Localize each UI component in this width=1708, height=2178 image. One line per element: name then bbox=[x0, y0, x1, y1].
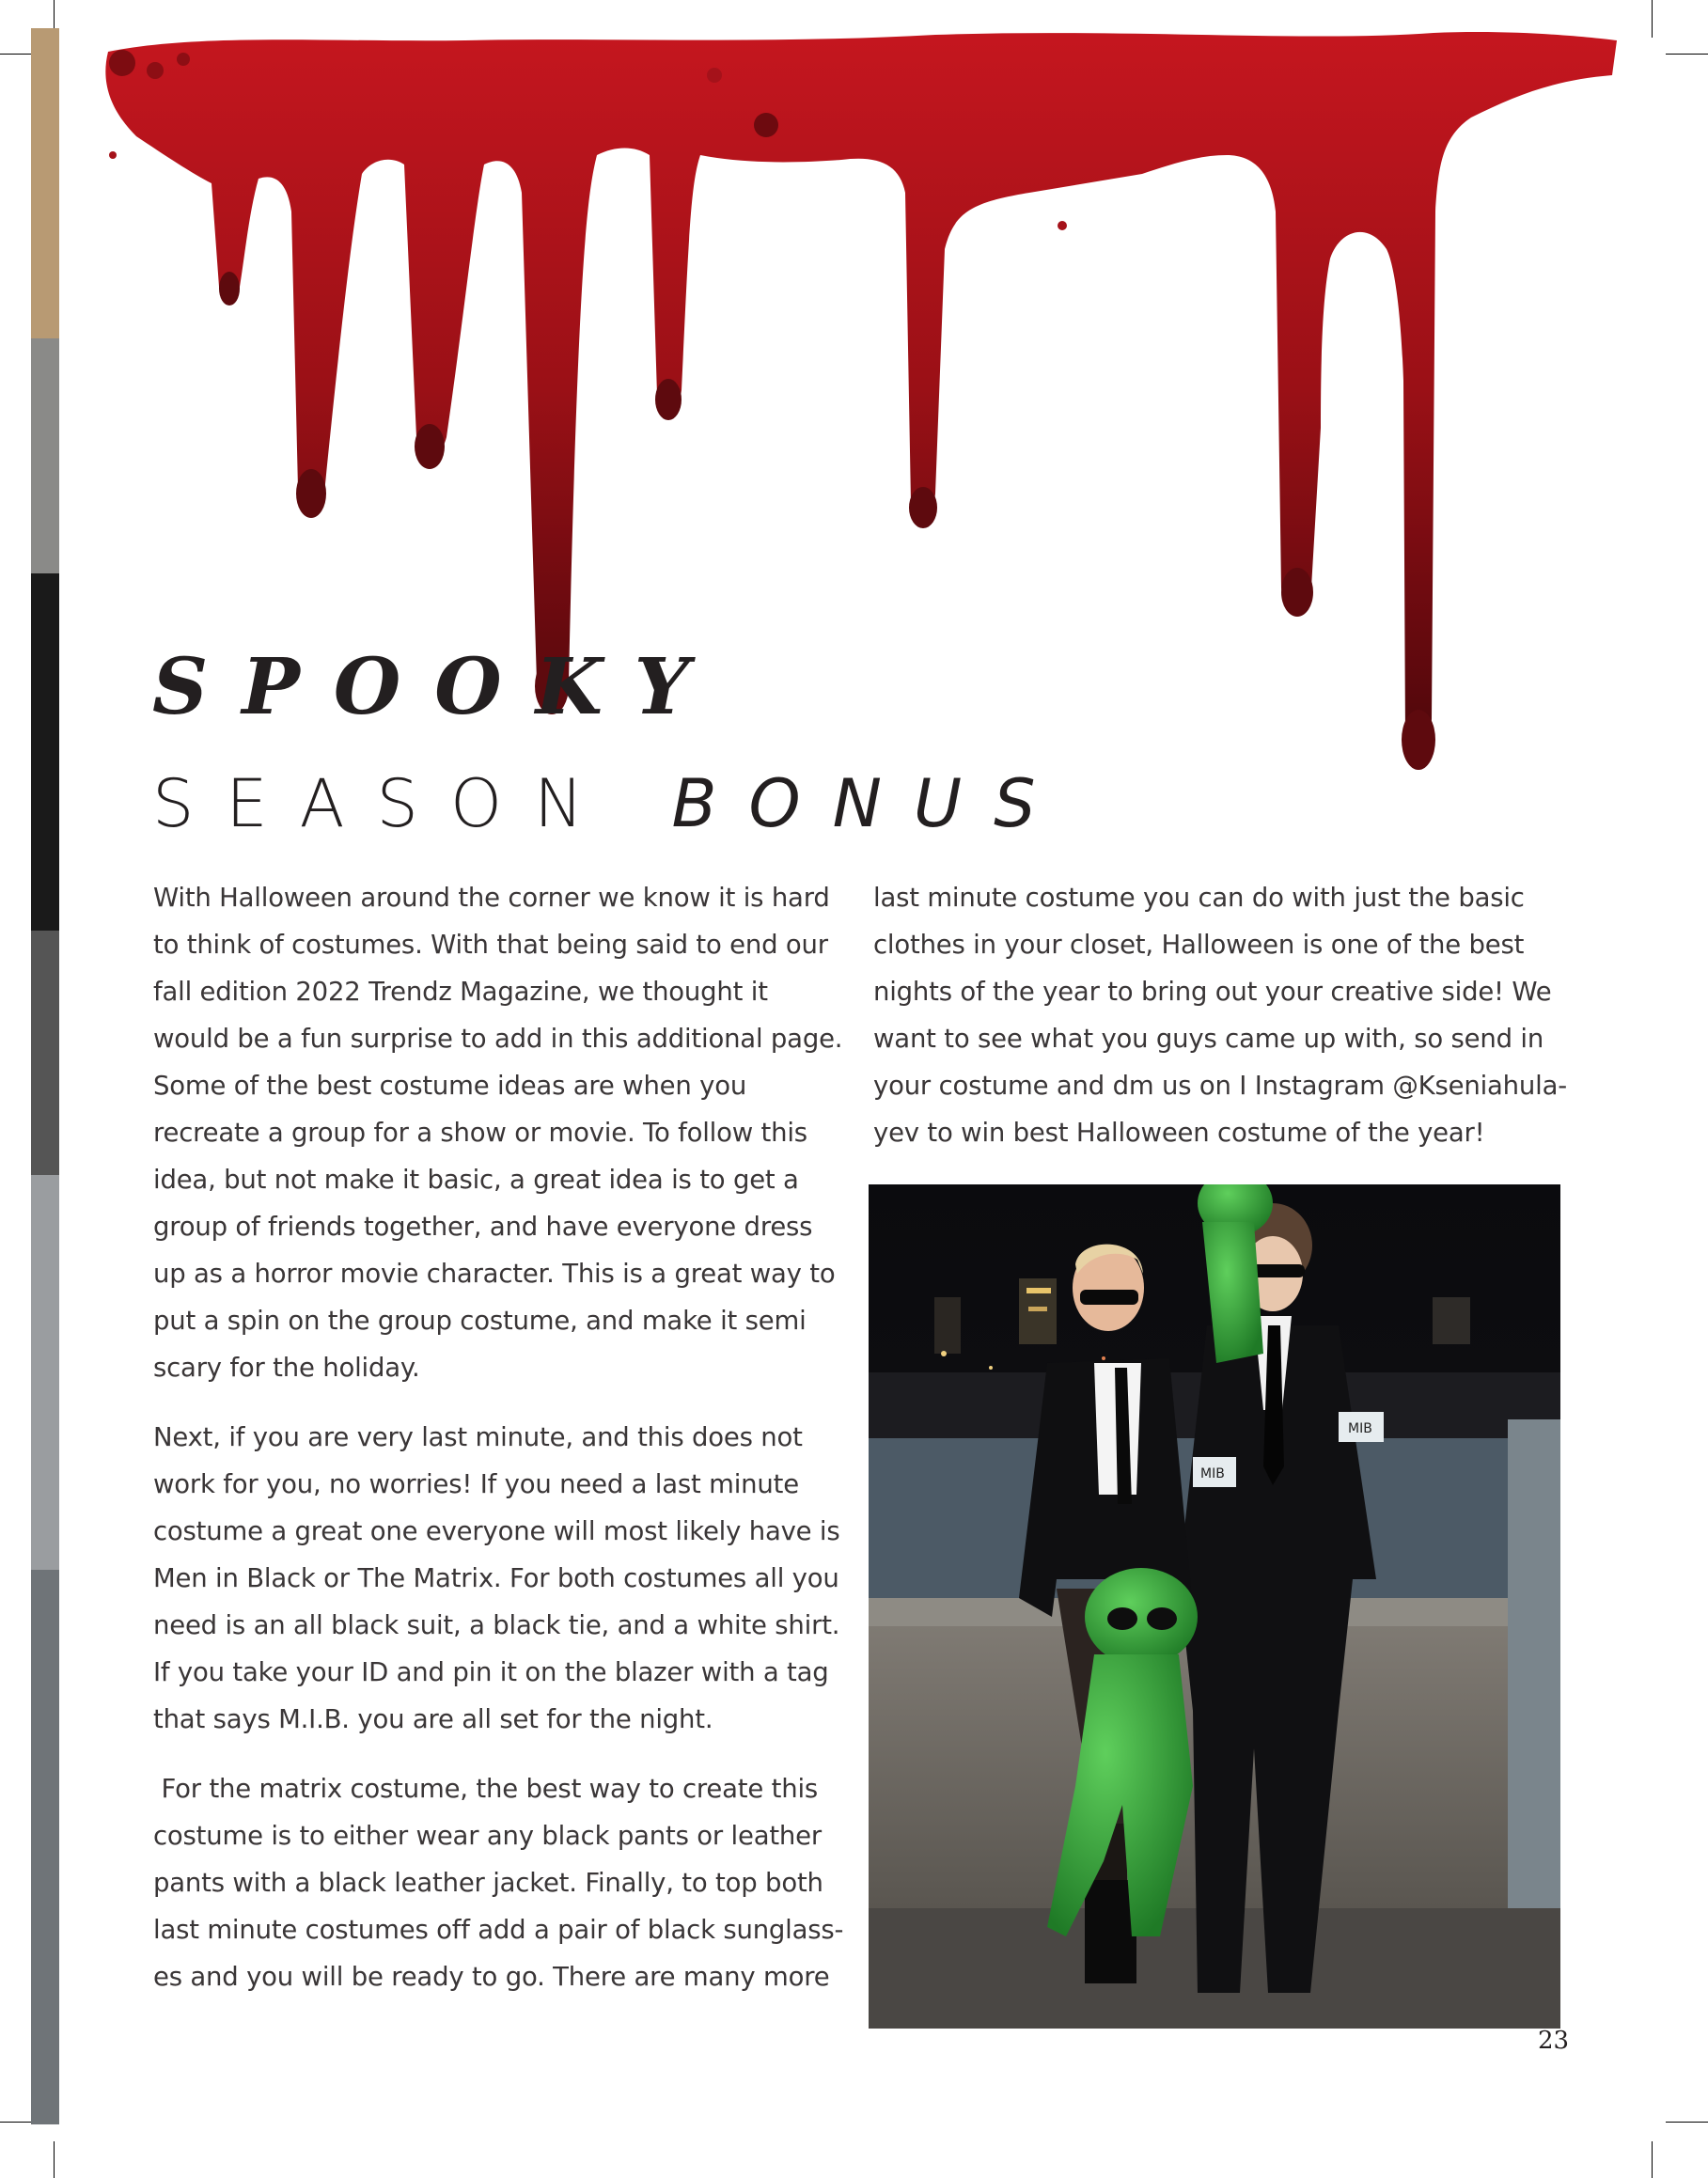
crop-mark-bottom-left-h bbox=[0, 2122, 31, 2123]
crop-mark-top-left-h bbox=[0, 54, 31, 55]
mib-badge-left: MIB bbox=[1200, 1466, 1225, 1481]
page-number: 23 bbox=[1538, 2027, 1570, 2055]
paragraph: Next, if you are very last minute, and this does not work for you, no worries! If you need a last minute costume a great one everyone will most likely have is Men in Black or The Matrix. For both costumes all you need is an all black suit, a black tie, and a white shirt. If you take your ID and pin it on the blazer with a tag that says M.I.B. you are all set for the night. bbox=[153, 1422, 840, 1734]
mib-badge-right: MIB bbox=[1348, 1421, 1372, 1436]
crop-mark-top-right-h bbox=[1666, 54, 1708, 55]
paragraph: last minute costume you can do with just the basic clothes in your closet, Halloween is one of the best nights of the year to bring out your creative side! We want to see what you guys came up with, so send in your costume and dm us on I Instagram @Kseniahula-yev to win best Halloween costume of the year! bbox=[873, 883, 1567, 1148]
crop-mark-top-right-v bbox=[1652, 0, 1653, 38]
adjacent-page-bleed bbox=[31, 28, 59, 2124]
article-right-column bbox=[873, 874, 1574, 1179]
headline-word-bonus: BONUS bbox=[671, 765, 1068, 842]
paragraph: For the matrix costume, the best way to create this costume is to either wear any black pants or leather pants with a black leather jacket. Finally, to top both last minute costumes off add a pair of black sunglass-es and you will be ready to go. There are many more bbox=[153, 1774, 844, 1992]
headline-word-season: SEASON bbox=[152, 765, 616, 842]
headline-spooky: SPOOKY bbox=[152, 642, 724, 732]
article-left-column bbox=[153, 874, 844, 2023]
paragraph: With Halloween around the corner we know it is hard to think of costumes. With that being said to end our fall edition 2022 Trendz Magazine, we thought it would be a fun surprise to add in this additional page. Some of the best costume ideas are when you recreate a group for a show or movie. To follow this idea, but not make it basic, a great idea is to get a group of friends together, and have everyone dress up as a horror movie character. This is a great way to put a spin on the group costume, and make it semi scary for the holiday. bbox=[153, 883, 843, 1383]
headline-season-bonus bbox=[152, 765, 1068, 842]
crop-mark-bottom-right-h bbox=[1666, 2122, 1708, 2123]
crop-mark-bottom-left-v bbox=[54, 2141, 55, 2178]
blood-drip-graphic bbox=[89, 24, 1622, 870]
crop-mark-bottom-right-v bbox=[1652, 2141, 1653, 2178]
costume-photo bbox=[869, 1184, 1560, 2029]
